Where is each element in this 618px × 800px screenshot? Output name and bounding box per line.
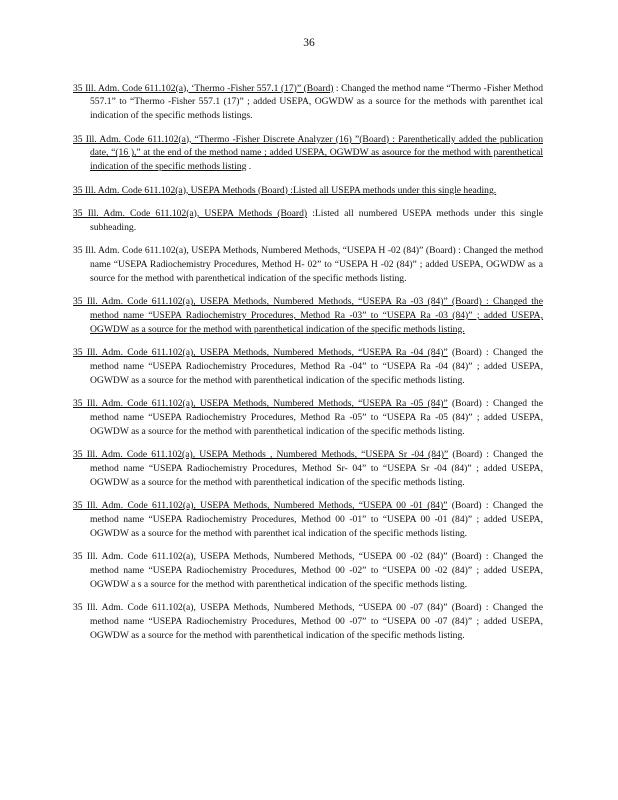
entry-text: (Board) : Changed the method name “USEPA Radiochemistry Procedures, Method Ra -04” to “USEPA Ra -04 (84)” ; added USEPA, OGWDW as a source for the method with parenthetical indication of the specific methods listing. [90, 347, 543, 386]
page-number: 36 [303, 37, 315, 49]
amendment-entry [73, 82, 543, 123]
entry-text: (Board) : Changed the method name “USEPA Radiochemistry Procedures, Method Sr- 04” to “USEPA Sr -04 (84)” ; added USEPA, OGWDW as a source for the method with parenthetical indication of the specific methods listing. [90, 449, 544, 488]
entry-citation: 35 Ill. Adm. Code 611.102(a), ‘Thermo -Fisher 557.1 (17)” (Board) [73, 82, 334, 94]
amendment-entry [73, 244, 543, 285]
entry-text: . [246, 161, 252, 173]
amendment-entry [73, 207, 543, 235]
entry-text: : Changed the method name “Thermo -Fisher Method 557.1” to “Thermo -Fisher 557.1 (17)” ; added USEPA, OGWDW as a source for the methods with parenthet ical indication of the specific methods listings. [90, 82, 544, 122]
entry-citation: 35 Ill. Adm. Code 611.102(a), USEPA Methods (Board) :Listed all USEPA methods under this single heading. [73, 184, 497, 196]
amendment-entry [73, 397, 543, 438]
amendment-entry [73, 346, 543, 387]
entry-citation: 35 Ill. Adm. Code 611.102(a), USEPA Methods , Numbered Methods, “USEPA Sr -04 (84)” [73, 449, 449, 461]
entry-text: (Board) : Changed the method name “USEPA Radiochemistry Procedures, Method Ra -05” to “USEPA Ra -05 (84)” ; added USEPA, OGWDW as a source for the method with parenthetical indication of the specific methods listing. [90, 398, 543, 437]
entry-text: 35 Ill. Adm. Code 611.102(a), USEPA Methods, Numbered Methods, “USEPA H -02 (84)” (Board) : Changed the method name “USEPA Radiochemistry Procedures, Method H- 02” to “USEPA H -02 (84)” ; added USEPA, OGWDW as a source for the method with parenthetical indication of the specific methods listing. [73, 245, 543, 284]
amendment-entry [73, 601, 543, 642]
amendment-entry [73, 133, 543, 174]
entry-citation: 35 Ill. Adm. Code 611.102(a), USEPA Methods, Numbered Methods, “USEPA Ra -03 (84)” (Board) : Changed the method name “USEPA Radiochemistry Procedures, Method Ra -03” to “USEPA Ra -03 (84)” ; added USEPA, OGWDW as a source for the method with parenthetical indication of the specific methods listing. [73, 296, 543, 335]
amendment-list [73, 72, 543, 649]
amendment-entry [73, 295, 543, 336]
entry-citation: 35 Ill. Adm. Code 611.102(a), USEPA Methods, Numbered Methods, “USEPA 00 -01 (84)” [73, 500, 448, 512]
amendment-entry [73, 184, 543, 198]
entry-citation: 35 Ill. Adm. Code 611.102(a), USEPA Methods, Numbered Methods, “USEPA Ra -05 (84)” [73, 398, 448, 410]
amendment-entry [73, 550, 543, 591]
entry-citation: 35 Ill. Adm. Code 611.102(a), USEPA Methods, Numbered Methods, “USEPA Ra -04 (84)” [73, 347, 448, 359]
amendment-entry [73, 499, 543, 540]
entry-citation: 35 Ill. Adm. Code 611.102(a), “Thermo -Fisher Discrete Analyzer (16) ”(Board) : Parenthetically added the publication date, “(16 ),” at the end of the method name ; added USEPA, OGWDW as asource for the method with parenthetical indication of the specific methods listing [73, 133, 543, 173]
entry-text: 35 Ill. Adm. Code 611.102(a), USEPA Methods, Numbered Methods, “USEPA 00 -07 (84)” (Board) : Changed the method name “USEPA Radiochemistry Procedures, Method 00 -07” to “USEPA 00 -07 (84)” ; added USEPA, OGWDW as a source for the method with parenthetical indication of the specific methods listing. [73, 602, 543, 641]
entry-citation: 35 Ill. Adm. Code 611.102(a), USEPA Methods (Board) [73, 207, 308, 219]
entry-text: 35 Ill. Adm. Code 611.102(a), USEPA Methods, Numbered Methods, “USEPA 00 -02 (84)” (Board) : Changed the method name “USEPA Radiochemistry Procedures, Method 00 -02” to “USEPA 00 -02 (84)” ; added USEPA, OGWDW a s a source for the method with parenthetical indication of the specific methods listing. [73, 551, 543, 590]
entry-text: (Board) : Changed the method name “USEPA Radiochemistry Procedures, Method 00 -01” to “USEPA 00 -01 (84)” ; added USEPA, OGWDW as a source for the method with parenthet ical indication of the specific methods listing. [90, 500, 543, 539]
entry-text: :Listed all numbered USEPA methods under this single subheading. [90, 207, 543, 233]
amendment-entry [73, 448, 543, 489]
